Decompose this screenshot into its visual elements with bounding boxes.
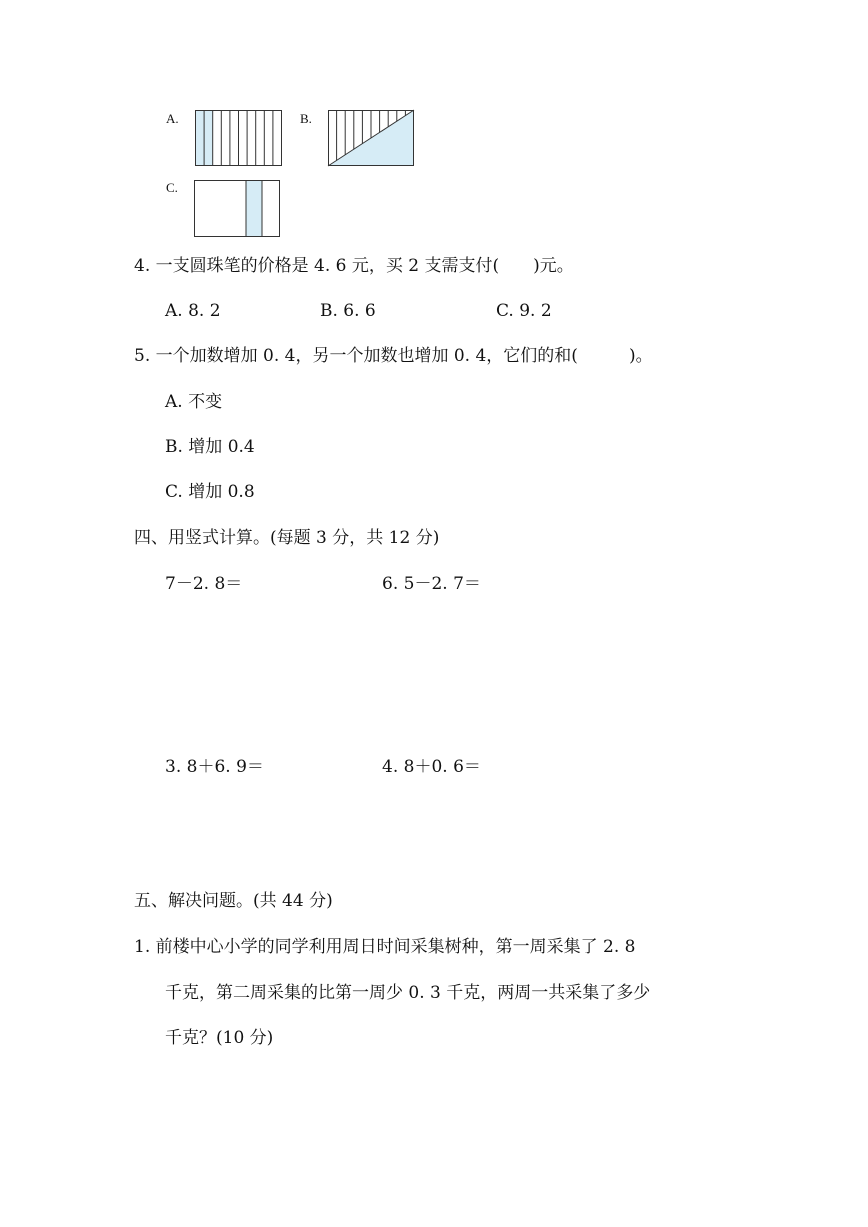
figure-a-label: A. (166, 111, 179, 126)
section-5-title: 五、解决问题。(共 44 分) (134, 891, 333, 911)
figure-a (195, 110, 282, 166)
figure-b (328, 110, 414, 166)
calc-problem-1: 7－2. 8＝ (165, 574, 243, 594)
calc-problem-3: 3. 8＋6. 9＝ (165, 757, 264, 777)
question-4-option-c: C. 9. 2 (496, 301, 552, 321)
problem-1-line-2: 千克，第二周采集的比第一周少 0. 3 千克，两周一共采集了多少 (165, 983, 651, 1003)
figure-c-label: C. (166, 180, 178, 195)
problem-1-line-3: 千克？(10 分) (165, 1028, 274, 1048)
question-4-option-a: A. 8. 2 (165, 301, 221, 321)
question-4-stem: 4. 一支圆珠笔的价格是 4. 6 元，买 2 支需支付( )元。 (134, 256, 574, 276)
calc-problem-2: 6. 5－2. 7＝ (382, 574, 481, 594)
question-4-option-b: B. 6. 6 (320, 301, 376, 321)
section-4-title: 四、用竖式计算。(每题 3 分，共 12 分) (134, 528, 440, 548)
figure-b-label: B. (300, 111, 312, 126)
calc-problem-4: 4. 8＋0. 6＝ (382, 757, 481, 777)
question-5-option-b: B. 增加 0.4 (165, 437, 255, 457)
figure-c (194, 180, 280, 237)
question-5-option-c: C. 增加 0.8 (165, 482, 255, 502)
question-5-stem: 5. 一个加数增加 0. 4，另一个加数也增加 0. 4，它们的和( )。 (134, 346, 653, 366)
problem-1-line-1: 1. 前楼中心小学的同学利用周日时间采集树种，第一周采集了 2. 8 (134, 937, 636, 957)
question-5-option-a: A. 不变 (165, 392, 223, 412)
